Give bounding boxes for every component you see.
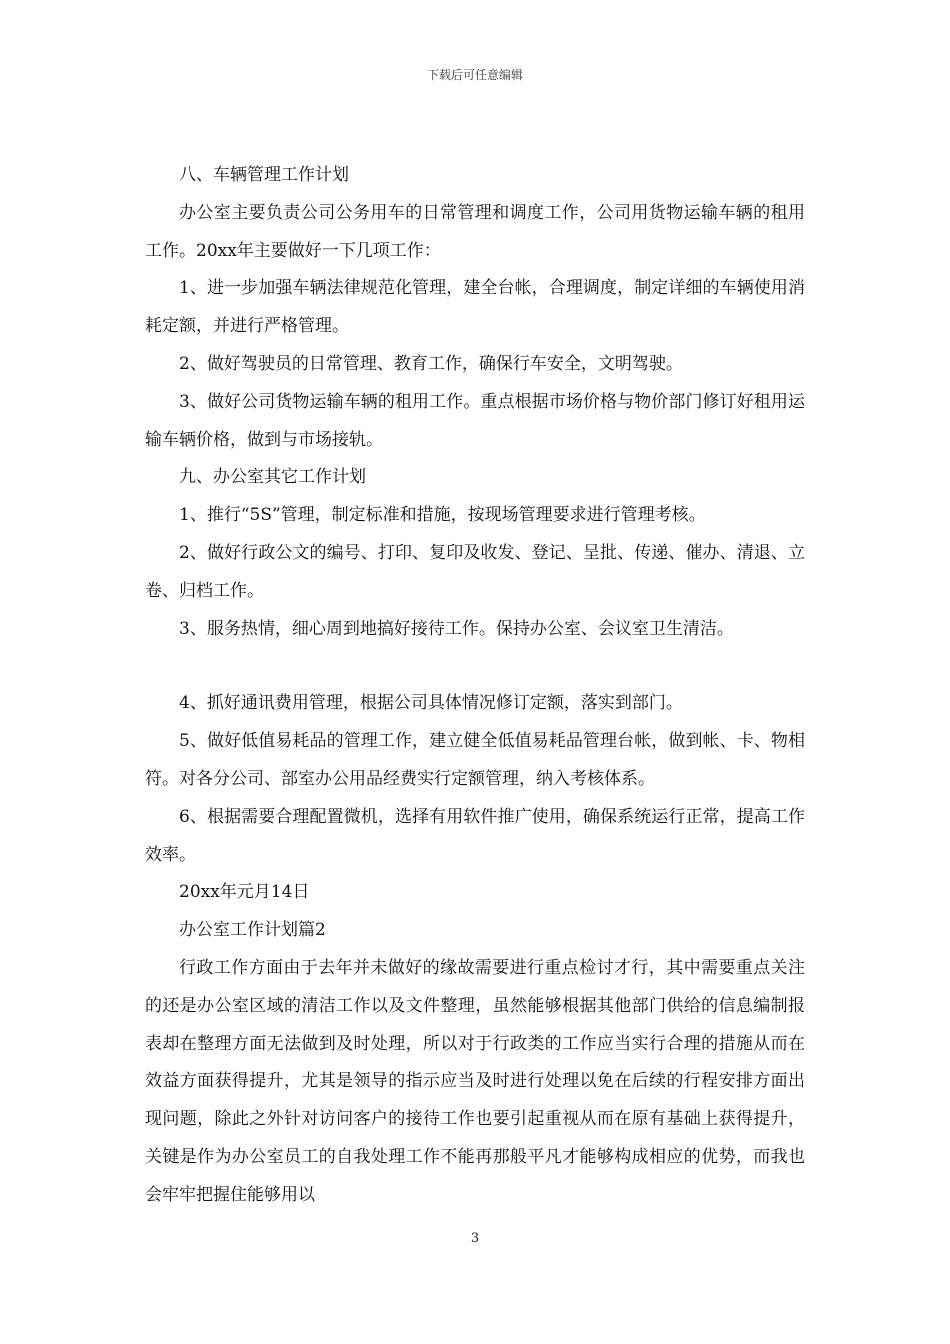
paragraph: 行政工作方面由于去年并未做好的缘故需要进行重点检讨才行，其中需要重点关注的还是办公室区域的清洁工作以及文件整理，虽然能够根据其他部门供给的信息编制报表却在整理方面无法做到及时处理，所以对于行政类的工作应当实行合理的措施从而在效益方面获得提升，尤其是领导的指示应当及时进行处理以免在后续的行程安排方面出现问题，除此之外针对访问客户的接待工作也要引起重视从而在原有基础上获得提升，关键是作为办公室员工的自我处理工作不能再那般平凡才能够构成相应的优势，而我也会牢牢把握住能够用以 — [145, 957, 805, 1205]
list-item: 3、服务热情，细心周到地搞好接待工作。保持办公室、会议室卫生清洁。 — [179, 618, 734, 639]
page-number: 3 — [470, 1231, 480, 1246]
page-header: 下载后可任意编辑 — [426, 68, 523, 82]
list-item: 1、推行“5S”管理，制定标准和措施，按现场管理要求进行管理考核。 — [179, 505, 706, 526]
list-item: 2、做好行政公文的编号、打印、复印及收发、登记、呈批、传递、催办、清退、立卷、归档工作。 — [145, 542, 805, 601]
document-body — [145, 157, 805, 1215]
list-item: 6、根据需要合理配置微机，选择有用软件推广使用，确保系统运行正常，提高工作效率。 — [145, 806, 805, 865]
list-item: 4、抓好通讯费用管理，根据公司具体情况修订定额，落实到部门。 — [179, 693, 683, 714]
section-heading-other-work: 九、办公室其它工作计划 — [179, 467, 366, 488]
list-item: 3、做好公司货物运输车辆的租用工作。重点根据市场价格与物价部门修订好租用运输车辆价格，做到与市场接轨。 — [145, 391, 805, 450]
date-line: 20xx年元月14日 — [179, 882, 310, 903]
section-heading-vehicle-management: 八、车辆管理工作计划 — [179, 165, 349, 185]
list-item: 2、做好驾驶员的日常管理、教育工作，确保行车安全，文明驾驶。 — [179, 353, 683, 374]
paragraph: 办公室主要负责公司公务用车的日常管理和调度工作，公司用货物运输车辆的租用工作。20xx年主要做好一下几项工作： — [145, 202, 805, 261]
list-item: 1、进一步加强车辆法律规范化管理，建全台帐，合理调度，制定详细的车辆使用消耗定额，并进行严格管理。 — [145, 278, 805, 337]
list-item: 5、做好低值易耗品的管理工作，建立健全低值易耗品管理台帐，做到帐、卡、物相符。对各分公司、部室办公用品经费实行定额管理，纳入考核体系。 — [145, 731, 805, 789]
article-title: 办公室工作计划篇2 — [179, 920, 326, 941]
